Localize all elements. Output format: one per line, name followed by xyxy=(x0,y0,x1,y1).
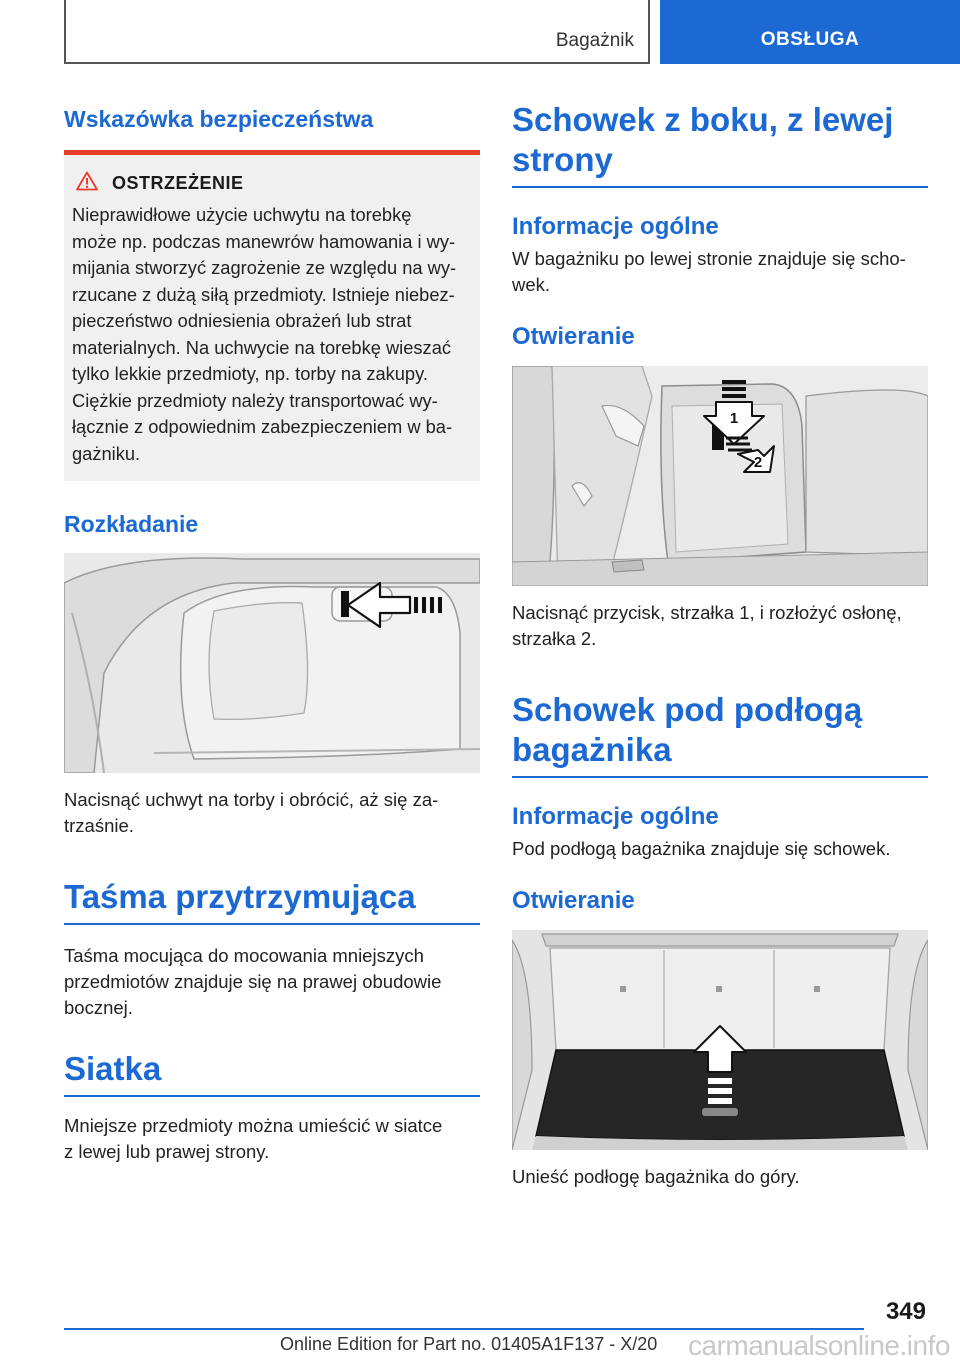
side-info-heading: Informacje ogólne xyxy=(512,213,719,240)
unfold-text xyxy=(64,787,480,839)
warning-line: tylko lekkie przedmioty, np. torby na zakupy. xyxy=(72,363,428,384)
floor-info-text: Pod podłogą bagażnika znajduje się schowek. xyxy=(512,838,891,859)
right-column xyxy=(512,100,928,1190)
strap-text-line: przedmiotów znajduje się na prawej obudowie xyxy=(64,971,442,992)
footer-edition: Online Edition for Part no. 01405A1F137 - X/20 xyxy=(280,1334,658,1354)
side-compartment-heading-line: strony xyxy=(512,141,613,178)
header-section-box xyxy=(64,0,650,64)
side-open-text-line: strzałka 2. xyxy=(512,628,597,649)
bag-hook-illustration xyxy=(64,553,480,773)
warning-line: Nieprawidłowe użycie uchwytu na torebkę xyxy=(72,204,412,225)
warning-triangle-icon xyxy=(76,171,98,196)
floor-compartment-heading-line: Schowek pod podłogą xyxy=(512,691,863,728)
warning-line: może np. podczas manewrów hamowania i wy- xyxy=(72,230,456,252)
unfold-text-line: Nacisnąć uchwyt na torby i obrócić, aż się za- xyxy=(64,789,439,810)
header-chapter-label: OBSŁUGA xyxy=(760,29,860,50)
side-compartment-illustration xyxy=(512,366,928,586)
side-open-heading: Otwieranie xyxy=(512,323,635,350)
warning-header xyxy=(72,171,470,196)
warning-text xyxy=(72,202,470,467)
strap-text xyxy=(64,943,480,1021)
trunk-floor-illustration xyxy=(512,930,928,1150)
net-text-line: Mniejsze przedmioty można umieścić w siatce xyxy=(64,1115,443,1136)
arrow-1-label: 1 xyxy=(729,410,739,427)
net-heading: Siatka xyxy=(64,1049,480,1097)
side-compartment-heading xyxy=(512,100,928,188)
warning-line: rzucane z dużą siłą przedmioty. Istnieje niebez- xyxy=(72,283,455,305)
strap-text-line: Taśma mocująca do mocowania mniejszych xyxy=(64,945,424,966)
warning-box xyxy=(64,150,480,481)
warning-title: OSTRZEŻENIE xyxy=(112,173,244,193)
left-column xyxy=(64,100,480,1165)
floor-compartment-heading-line: bagażnika xyxy=(512,731,672,768)
safety-heading: Wskazówka bezpieczeństwa xyxy=(64,106,374,132)
warning-line: łącznie z odpowiednim zabezpieczeniem w ba- xyxy=(72,416,453,437)
side-open-text xyxy=(512,600,928,652)
warning-line: pieczeństwo odniesienia obrażeń lub strat xyxy=(72,310,412,331)
arrow-2-label: 2 xyxy=(753,454,763,471)
side-compartment-heading-line: Schowek z boku, z lewej xyxy=(512,101,894,138)
floor-open-text: Unieść podłogę bagażnika do góry. xyxy=(512,1166,800,1187)
unfold-text-line: trzaśnie. xyxy=(64,815,134,836)
warning-line: Ciężkie przedmioty należy transportować wy- xyxy=(72,389,438,411)
unfold-heading: Rozkładanie xyxy=(64,511,199,537)
header-section-label: Bagażnik xyxy=(555,30,634,51)
strap-heading: Taśma przytrzymująca xyxy=(64,877,480,925)
floor-compartment-heading xyxy=(512,690,928,778)
header-chapter-tab xyxy=(660,0,960,64)
side-info-text-line: W bagażniku po lewej stronie znajduje się scho- xyxy=(512,248,906,269)
strap-text-line: bocznej. xyxy=(64,997,133,1018)
net-text-line: z lewej lub prawej strony. xyxy=(64,1141,270,1162)
warning-line: materialnych. Na uchwycie na torebkę wieszać xyxy=(72,336,451,358)
net-text xyxy=(64,1113,480,1165)
warning-line: mijania stworzyć zagrożenie ze względu na wy- xyxy=(72,257,457,278)
floor-info-heading: Informacje ogólne xyxy=(512,803,719,830)
warning-line: gażniku. xyxy=(72,442,141,464)
side-open-text-line: Nacisnąć przycisk, strzałka 1, i rozłożyć osłonę, xyxy=(512,602,902,623)
page-number: 349 xyxy=(885,1298,926,1325)
watermark: carmanualsonline.info xyxy=(688,1330,950,1361)
side-info-text-line: wek. xyxy=(512,274,551,295)
side-info-text xyxy=(512,246,928,298)
floor-open-heading: Otwieranie xyxy=(512,887,635,914)
